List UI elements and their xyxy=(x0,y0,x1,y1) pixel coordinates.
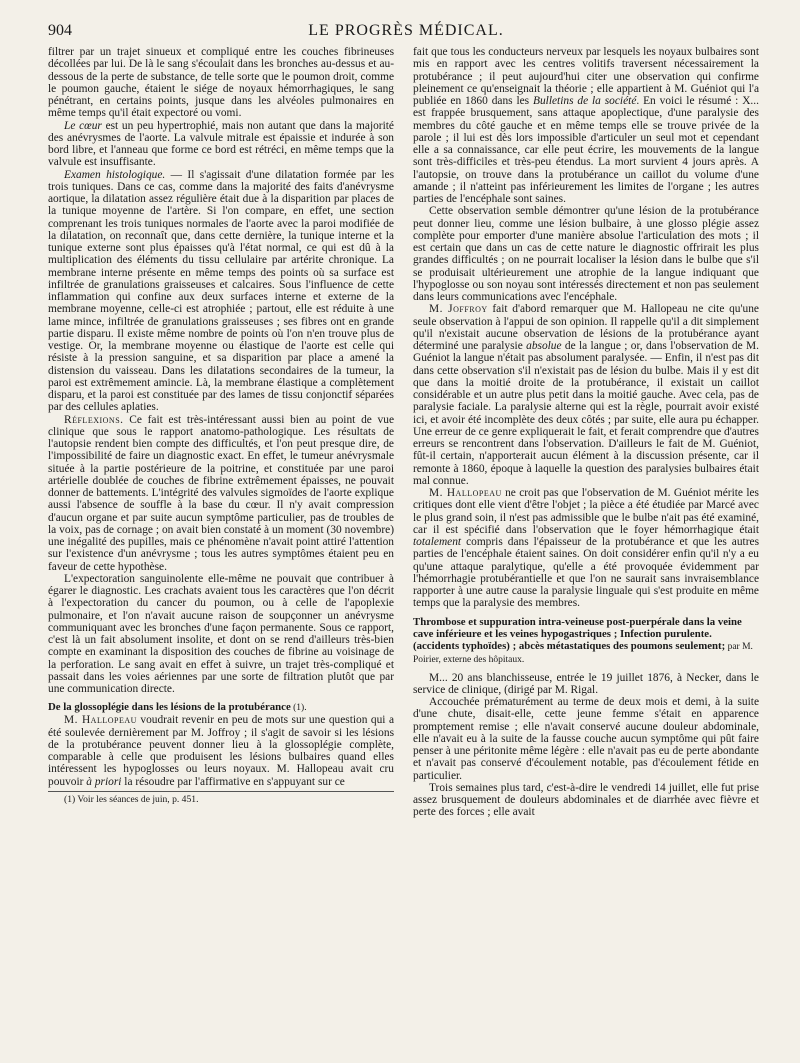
paragraph: M. Joffroy fait d'abord remarquer que M. Hallopeau ne cite qu'une seule observation à l'appui de son opinion. Il rappelle qu'il a dit simplement qu'il n'existait aucune observation de lésions de la protubérance ayant déterminé une paralysie absolue de la langue ; or, dans l'observation de M. Guéniot la langue n'était pas absolument paralysée. — Enfin, il n'est pas dit dans cette observation s'il n'existait pas de lésion du bulbe. Mais il y est dit que dans la moitié droite de la protubérance, il existait un caillot considérable et un autre plus petit dans la moitié gauche. Avec cela, pas de paralysie faciale. La paralysie alterne qui est la règle, pourrait avoir existé ici, et avoir été incomplète des deux côtés ; par suite, elle aura pu échapper. Une erreur de ce genre expliquerait le fait, et ferait comprendre que d'autres erreurs se rencontrent dans l'observation. D'ailleurs le fait de M. Guéniot, fût-il certain, n'apporterait aucun élément à la discussion présente, car il remonte à 1860, époque à laquelle la question des paralysies bulbaires était mal connue. xyxy=(413,303,759,487)
paragraph-lead: Réflexions. xyxy=(64,413,124,426)
page-header xyxy=(48,22,764,42)
section-heading: Thrombose et suppuration intra-veineuse post-puerpérale dans la veine cave inférieure et les veines hypogastriques ; Infection purulente. (accidents typhoïdes) ; abcès métastatiques des poumons seulement; par M. Poirier, externe des hôpitaux. xyxy=(413,615,753,665)
paragraph: Cette observation semble démontrer qu'une lésion de la protubérance peut donner lieu, comme une lésion bulbaire, à une glosso plégie assez complète pour emporter d'une manière absolue l'articulation des mots ; il est certain que dans un cas de cette nature le diagnostic offrirait les plus grandes difficultés ; on ne pourrait localiser la lésion dans le bulbe que s'il se produisait ultérieurement une atrophie de la langue indiquant que l'hypoglosse ou son noyau sont intéressés directement et non pas seulement dans leurs communications avec l'encéphale. xyxy=(413,205,759,303)
paragraph-lead: M. Hallopeau xyxy=(429,487,502,499)
paragraph: fait que tous les conducteurs nerveux par lesquels les noyaux bulbaires sont mis en rapport avec les centres volitifs traversent nécessairement la protubérance ; il peut aujourd'hui citer une observation qui confirme pleinement ce qu'enseignait la théorie ; elle appartient à M. Guéniot qui l'a publiée en 1860 dans les Bulletins de la société. En voici le résumé : X... est frappée brusquement, sans attaque apoplectique, d'une paralysie des membres du côté gauche et en même temps elle se trouve privée de la parole ; il lui est dès lors impossible d'articuler un seul mot et cependant elle a sa connaissance, car elle peut écrire, les mouvements de la langue sont très-difficiles et très-peu étendus. La mort survient 4 jours après. A l'autopsie, on trouve dans la protubérance un caillot du volume d'une amande ; il n'atteint pas inférieurement les limites de l'organe ; les autres parties de l'encéphale sont saines. xyxy=(413,46,759,205)
paragraph: filtrer par un trajet sinueux et compliqué entre les couches fibrineuses décollées par lui. De là le sang s'écoulait dans les bronches au-dessus et au-dessous de la perte de substance, de telle sorte que le poumon droit, comme le poumon gauche, étaient le siége de noyaux hémorrhagiques, le sang pénétrant, en certains points, jusque dans les alvéoles pulmonaires en même temps qu'il était expectoré ou vomi. xyxy=(48,46,394,120)
paragraph: Accouchée prématurément au terme de deux mois et demi, à la suite d'une chute, disait-elle, cette jeune femme s'était en apparence promptement remise ; elle n'avait conservé aucune douleur abdominale, elle n'avait eu à la suite de la fausse couche aucun symptôme qui pût faire penser à une péritonite même légère : elle n'avait pas eu de perte abondante et n'avait pas conservé d'écoulement notable, pas d'écoulement fétide en particulier. xyxy=(413,696,759,782)
paragraph-lead: M. Joffroy xyxy=(429,303,488,316)
paragraph: Le cœur est un peu hypertrophié, mais non autant que dans la majorité des anévrysmes de l'aorte. La valvule mitrale est épaissie et indurée à son bord libre, et l'anneau que forme ce bord est rétréci, en même temps que la valvule est insuffisante. xyxy=(48,119,394,169)
paragraph: Trois semaines plus tard, c'est-à-dire le vendredi 14 juillet, elle fut prise assez brusquement de douleurs abdominales et de diarrhée avec fièvre et perte des forces ; elle avait xyxy=(413,781,759,819)
section-heading: De la glossoplégie dans les lésions de la protubérance (1). xyxy=(48,701,307,714)
running-title: LE PROGRÈS MÉDICAL. xyxy=(308,22,504,39)
paragraph: Réflexions. Ce fait est très-intéressant aussi bien au point de vue clinique que sous le rapport anatomo-pathologique. Les résultats de l'autopsie rendent bien compte des difficultés, et l'on peut presque dire, de l'impossibilité de faire un diagnostic exact. En effet, le tumeur anévrysmale située à la partie postérieure de la poitrine, et constituée par une paroi artérielle doublée de couches de fibrine extrêmement épaisses, ne pouvait donner de battements. L'intégrité des valvules sigmoïdes de l'aorte explique aussi l'absence de souffle à la base du cœur. Il n'y avait compression d'aucun organe et par suite aucun symptôme particulier, pas de troubles de la voix, pas de cornage ; on avait bien constaté à un moment (30 novembre) une inégalité des pupilles, mais ce phénomène n'avait point attiré l'attention sur l'existence d'un anévrysme ; tous les autres symptômes étaient peu en faveur de cette hypothèse. xyxy=(48,413,394,573)
footnote: (1) Voir les séances de juin, p. 451. xyxy=(64,793,199,805)
right-column xyxy=(413,46,759,819)
paragraph-lead: Examen histologique. xyxy=(64,168,166,181)
page-number: 904 xyxy=(48,22,72,39)
paragraph-lead: Le cœur xyxy=(64,119,102,132)
paragraph: M. Hallopeau voudrait revenir en peu de mots sur une question qui a été soulevée dernièrement par M. Joffroy ; il s'agit de savoir si les lésions de la protubérance peuvent donner lieu à la glossoplégie complète, comparable à celle que produisent les lésions bulbaires quand elles intéressent les hypoglosses ou leurs noyaux. M. Hallopeau avait cru pouvoir à priori la résoudre par l'affirmative en s'appuyant sur ce xyxy=(48,714,394,788)
left-column xyxy=(48,46,394,805)
paragraph: Examen histologique. — Il s'agissait d'une dilatation formée par les trois tuniques. Dans ce cas, comme dans la majorité des faits d'anévrysme aortique, la dilatation assez régulière était due à la disparition par places de la tunique moyenne de l'artère. Si l'on compare, en effet, une section comprenant les trois tuniques normales de l'aorte avec la paroi modifiée de la dilatation, on reconnaît que, dans cette dernière, la tunique interne et la tunique externe sont plus épaisses qu'à l'état normal, ce qui est dû à la multiplication des éléments du tissu cellulaire par artérite chronique. La membrane interne présente en même temps des points où sa surface est infiltrée de granulations graisseuses et calcaires. Sous l'influence de cette inflammation qui confine aux deux surfaces interne et externe de la membrane moyenne, celle-ci est atrophiée ; partout, elle est réduite à une lame mince, infiltrée de granulations graisseuses ; ses fibres ont en grande partie disparu. Il existe même nombre de points où l'on n'en trouve plus de vestige. Or, la membrane moyenne ou élastique de l'aorte est celle qui résiste à la pression sanguine, et sa disparition par place a amené la distension du vaisseau. Dans les dilatations secondaires de la tumeur, la paroi est extrêmement amincie. Là, la membrane élastique a complètement disparu, et la paroi est constituée par des lames de tissu conjonctif séparées par des cellules aplaties. xyxy=(48,168,395,414)
paragraph-lead: M. Hallopeau xyxy=(64,714,137,727)
paragraph: L'expectoration sanguinolente elle-même ne pouvait que contribuer à égarer le diagnostic. Les crachats avaient tous les caractères que l'on décrit à l'expectoration du cancer du poumon, ou à celle de l'apoplexie pulmonaire, et l'on n'avait aucune raison de soupçonner un anévrysme communiquant avec les bronches d'une façon permanente. Sous ce rapport, c'est là un fait absolument insolite, et dont on se rend d'ailleurs très-bien compte en examinant la disposition des couches de fibrine au voisinage de la perforation. Le sang avait en effet à suivre, un trajet très-compliqué et passait dans les voies aériennes par une sorte de filtration plutôt que par une communication directe. xyxy=(48,572,394,695)
footnote-rule xyxy=(48,791,394,792)
paragraph: M. Hallopeau ne croit pas que l'observation de M. Guéniot mérite les critiques dont elle vient d'être l'objet ; la pièce a été étudiée par Marcé avec le plus grand soin, il n'est pas admissible que le bulbe n'ait pas été examiné, car il est spécifié dans l'observation que le foyer hémorrhagique était totalement compris dans l'épaisseur de la protubérance et que les autres parties de l'encéphale étaient saines. On doit considérer enfin qu'il n'y a eu qu'une attaque paralytique, qu'elle a été provoquée évidemment par l'hémorrhagie protubérantielle et que l'on ne saurait sans invraisemblance rapporter à une autre cause la paralysie linguale qui s'est produite en même temps que la paralysie des membres. xyxy=(413,487,759,610)
paragraph: M... 20 ans blanchisseuse, entrée le 19 juillet 1876, à Necker, dans le service de clinique, (dirigé par M. Rigal. xyxy=(413,671,759,696)
